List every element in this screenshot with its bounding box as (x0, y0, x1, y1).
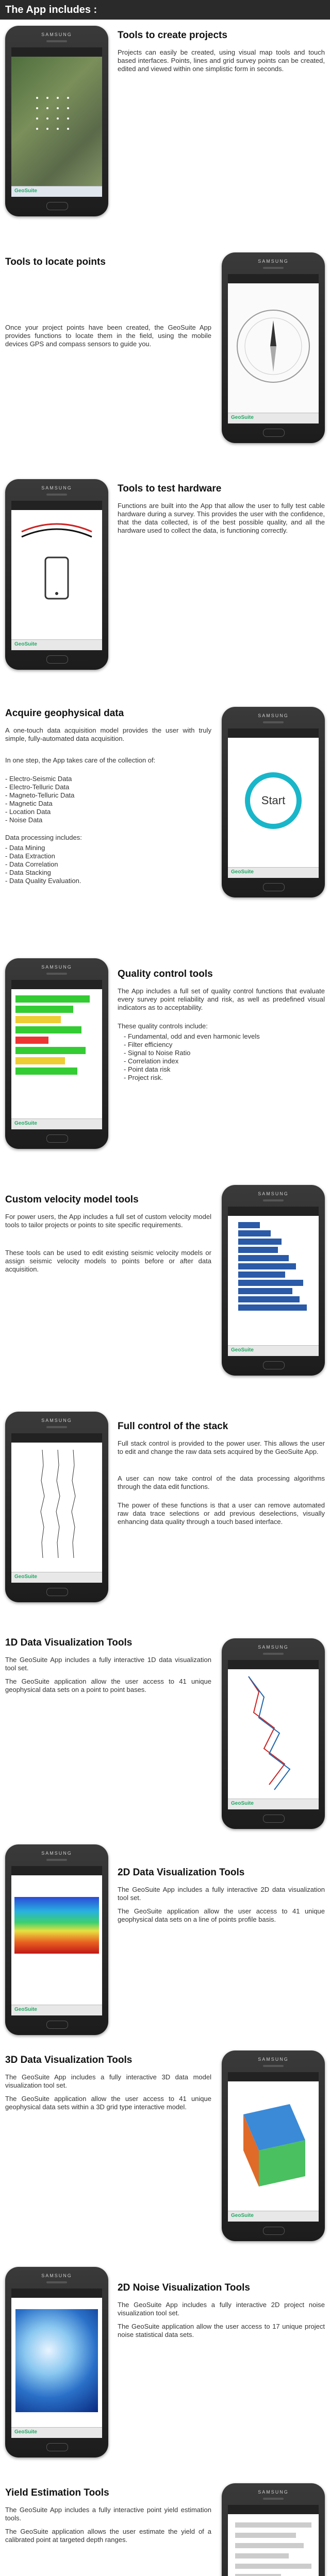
list-item: - Data Quality Evaluation. (5, 877, 211, 885)
section-acquire-data (0, 700, 330, 952)
phone-yield-estimation (222, 2483, 325, 2576)
qc-list (124, 1032, 325, 1082)
app-name-label: GeoSuite (231, 1347, 254, 1353)
section-create-projects (0, 20, 330, 246)
section-title: Yield Estimation Tools (5, 2487, 109, 2498)
app-name-label: GeoSuite (231, 1801, 254, 1806)
section-body-3: Data processing includes: (5, 834, 82, 841)
list-item: - Fundamental, odd and even harmonic levels (124, 1032, 325, 1041)
phone-velocity-model (222, 1185, 325, 1376)
phone-brand: SAMSUNG (258, 1645, 289, 1650)
stack-screen (11, 1433, 102, 1583)
map-screen (11, 47, 102, 197)
list-item: - Project risk. (124, 1074, 325, 1082)
list-item: - Electro-Seismic Data (5, 775, 211, 783)
phone-quality-control (5, 958, 108, 1149)
list-item: - Data Extraction (5, 852, 211, 860)
section-velocity-model (0, 1179, 330, 1405)
phone-brand: SAMSUNG (41, 964, 72, 970)
phone-brand: SAMSUNG (41, 485, 72, 490)
section-body: Projects can easily be created, using visual map tools and touch based interfaces. Points, lines and grid survey points can be created, edited and viewed within one simplistic form in seconds. (118, 48, 325, 73)
app-name-label: GeoSuite (14, 1574, 37, 1580)
list-item: - Noise Data (5, 816, 211, 824)
phone-noise-visualization (5, 2267, 108, 2458)
1d-screen (228, 1660, 319, 1809)
app-name-label: GeoSuite (231, 2213, 254, 2218)
phone-brand: SAMSUNG (41, 2273, 72, 2278)
section-title: 2D Data Visualization Tools (118, 1867, 245, 1878)
velocity-screen (228, 1207, 319, 1356)
section-title: Acquire geophysical data (5, 708, 124, 719)
section-body-2: The GeoSuite application allow the user access to 41 unique geophysical data sets on a line of points profile basis. (118, 1907, 325, 1923)
section-title: Tools to create projects (118, 30, 227, 41)
start-label: Start (261, 794, 286, 807)
section-body-2: The GeoSuite application allows the user estimate the yield of a calibrated point at targeted depth ranges. (5, 2528, 211, 2544)
page-title: The App includes : (5, 4, 97, 15)
section-quality-control (0, 952, 330, 1179)
phone-create-projects (5, 26, 108, 216)
3d-model-icon (228, 2083, 319, 2212)
start-screen (228, 728, 319, 878)
phone-brand: SAMSUNG (258, 1191, 289, 1196)
section-body-2: A user can now take control of the data processing algorithms through the data edit functions. (118, 1475, 325, 1490)
phone-acquire-data (222, 707, 325, 897)
list-item: - Electro-Telluric Data (5, 783, 211, 791)
section-body-2: In one step, the App takes care of the collection of: (5, 756, 156, 764)
section-title: Tools to test hardware (118, 483, 222, 494)
section-title: Tools to locate points (5, 257, 106, 267)
section-body: The App includes a full set of quality control functions that evaluate every survey point reliability and risk, as well as predefined visual indicators as to acceptability. (118, 987, 325, 1011)
list-item: - Point data risk (124, 1065, 325, 1074)
noise-map-plot (15, 2309, 98, 2412)
list-item: - Data Correlation (5, 860, 211, 869)
compass-icon (228, 284, 319, 413)
phone-brand: SAMSUNG (41, 1851, 72, 1856)
section-body: The GeoSuite App includes a fully interactive 2D project noise visualization tool set. (118, 2301, 325, 2317)
section-title: 1D Data Visualization Tools (5, 1637, 133, 1648)
section-body-3: The power of these functions is that a user can remove automated raw data trace selections or add previous deselections, visually enhancing data quality through a touch based interface. (118, 1501, 325, 1526)
header-bar (0, 0, 330, 20)
3d-screen (228, 2072, 319, 2222)
section-body-2: The GeoSuite application allow the user access to 41 unique geophysical data sets on a point to point bases. (5, 1677, 211, 1693)
section-yield-estimation (0, 2477, 330, 2576)
list-item: - Correlation index (124, 1057, 325, 1065)
noise-screen (11, 2289, 102, 2438)
trace-plot-icon (11, 1445, 102, 1573)
section-body: The GeoSuite App includes a fully interactive 2D data visualization tool set. (118, 1886, 325, 1902)
list-item: - Data Stacking (5, 869, 211, 877)
cable-phone-icon (11, 511, 102, 640)
section-stack-control (0, 1405, 330, 1632)
phone-stack-control (5, 1412, 108, 1602)
section-locate-points (0, 246, 330, 473)
phone-brand: SAMSUNG (41, 32, 72, 37)
cable-test-screen (11, 501, 102, 650)
compass-screen (228, 274, 319, 423)
phone-2d-visualization (5, 1844, 108, 2035)
phone-1d-visualization (222, 1638, 325, 1829)
section-body: Once your project points have been created, the GeoSuite App provides functions to locate them in the field, using the mobile devices GPS and compass sensors to guide you. (5, 324, 211, 348)
processing-list (5, 844, 211, 885)
phone-brand: SAMSUNG (41, 1418, 72, 1423)
section-body: A one-touch data acquisition model provides the user with truly simple, fully-automated data acquisition. (5, 726, 211, 742)
phone-locate-points (222, 252, 325, 443)
section-body: Functions are built into the App that allow the user to fully test cable hardware during a survey. This provides the user with the confidence, that the data collected, is of the best possible quality, and all the hardware used to collect the data, is functioning correctly. (118, 502, 325, 534)
app-name-label: GeoSuite (231, 415, 254, 420)
section-body: The GeoSuite App includes a fully interactive point yield estimation tools. (5, 2506, 211, 2522)
app-name-label: GeoSuite (231, 869, 254, 875)
phone-3d-visualization (222, 2050, 325, 2241)
list-item: - Filter efficiency (124, 1041, 325, 1049)
start-button[interactable] (245, 772, 302, 829)
section-body-2: These tools can be used to edit existing seismic velocity models or assign seismic velocity models to points before or after data acquisition. (5, 1249, 211, 1273)
section-test-hardware (0, 473, 330, 700)
section-title: 3D Data Visualization Tools (5, 2055, 133, 2065)
list-item: - Magnetic Data (5, 800, 211, 808)
2d-section-plot (14, 1897, 99, 1954)
app-name-label: GeoSuite (14, 641, 37, 647)
section-3d-visualization (0, 2044, 330, 2261)
section-body: For power users, the App includes a full set of custom velocity model tools to tailor projects or points to site specific requirements. (5, 1213, 211, 1229)
list-item: - Signal to Noise Ratio (124, 1049, 325, 1057)
phone-brand: SAMSUNG (258, 2057, 289, 2062)
phone-brand: SAMSUNG (258, 2489, 289, 2495)
section-noise-visualization (0, 2261, 330, 2477)
section-body: Full stack control is provided to the power user. This allows the user to edit and change the raw data sets acquired by the GeoSuite App. (118, 1439, 325, 1455)
section-body-2: The GeoSuite application allow the user access to 41 unique geophysical data sets within a 3D grid type interactive model. (5, 2095, 211, 2111)
section-title: Quality control tools (118, 969, 213, 979)
section-body: The GeoSuite App includes a fully interactive 3D data model visualization tool set. (5, 2073, 211, 2089)
list-item: - Magneto-Telluric Data (5, 791, 211, 800)
app-name-label: GeoSuite (14, 188, 37, 194)
app-name-label: GeoSuite (14, 2007, 37, 2012)
phone-test-hardware (5, 479, 108, 670)
yield-screen (228, 2505, 319, 2576)
section-title: Custom velocity model tools (5, 1194, 139, 1205)
section-body-2: The GeoSuite application allow the user access to 17 unique project noise statistical data sets. (118, 2323, 325, 2338)
phone-brand: SAMSUNG (258, 259, 289, 264)
section-2d-visualization (0, 1838, 330, 2044)
phone-brand: SAMSUNG (258, 713, 289, 718)
list-item: - Data Mining (5, 844, 211, 852)
section-title: Full control of the stack (118, 1421, 228, 1432)
app-name-label: GeoSuite (14, 2429, 37, 2435)
1d-curve-icon (228, 1671, 319, 1800)
section-body: The GeoSuite App includes a fully interactive 1D data visualization tool set. (5, 1656, 211, 1672)
section-body-2: These quality controls include: (118, 1022, 208, 1030)
qc-screen (11, 980, 102, 1129)
app-name-label: GeoSuite (14, 1121, 37, 1126)
collection-list (5, 775, 211, 824)
section-1d-visualization (0, 1632, 330, 1838)
2d-screen (11, 1866, 102, 2015)
section-title: 2D Noise Visualization Tools (118, 2282, 250, 2293)
grid-points-icon (11, 57, 102, 196)
list-item: - Location Data (5, 808, 211, 816)
